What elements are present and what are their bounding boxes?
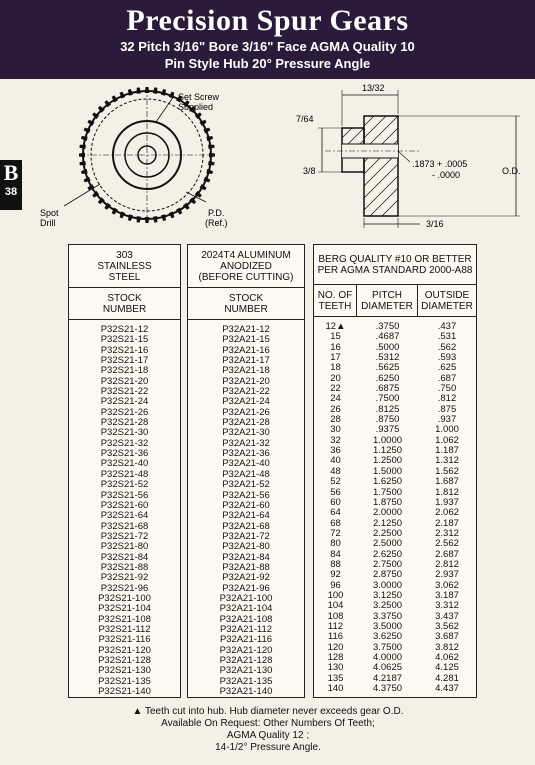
- teeth-cell: 112: [327, 620, 344, 632]
- stock-number-cell: P32A21-28: [222, 417, 270, 429]
- drill-label: Drill: [40, 218, 56, 228]
- stock-number-cell: P32S21-28: [100, 417, 149, 429]
- outside-diameter-cell: 1.312: [435, 455, 459, 467]
- teeth-cell: 32: [330, 434, 341, 446]
- stock-number-cell: P32A21-116: [219, 634, 273, 646]
- teeth-cell: 22: [330, 383, 341, 395]
- stock-number-cell: P32S21-128: [98, 655, 151, 666]
- outside-diameter-cell: 3.812: [435, 641, 459, 653]
- pitch-diameter-cell: 3.2500: [372, 600, 403, 612]
- stock-number-cell: P32A21-108: [219, 613, 273, 625]
- outside-diameter-cell: .937: [437, 414, 457, 426]
- dim-3-16: 3/16: [426, 219, 444, 229]
- od-column-header: [418, 285, 476, 316]
- outside-diameter-cell: 2.937: [435, 569, 459, 581]
- gear-section: [364, 116, 398, 216]
- spec-line-2: Pin Style Hub 20° Pressure Angle: [164, 56, 371, 71]
- od-label: O.D.: [502, 166, 521, 176]
- stock-number-cell: P32S21-22: [100, 386, 149, 398]
- stock-number-cell: P32A21-52: [222, 479, 270, 491]
- teeth-cell: 40: [330, 455, 341, 467]
- pitch-diameter-cell: 2.2500: [372, 527, 403, 539]
- outside-diameter-cell: 3.562: [435, 620, 459, 632]
- stock-number-cell: P32A21-130: [219, 665, 273, 677]
- pitch-column-header: [357, 285, 418, 316]
- column-header-line-1: STOCK: [228, 293, 264, 304]
- pitch-diameter-cell: .5625: [375, 362, 400, 374]
- pitch-diameter-cell: 2.6250: [372, 548, 403, 560]
- teeth-cell: 108: [327, 610, 344, 622]
- pitch-diameter-cell: 3.6250: [372, 631, 403, 643]
- bore-leader: [398, 151, 410, 162]
- material-line-3: STEEL: [108, 272, 141, 283]
- material-line-1: 2024T4 ALUMINUM: [201, 250, 291, 261]
- stock-number-cell: P32S21-64: [100, 510, 149, 522]
- pitch-diameter-cell: 3.3750: [372, 610, 403, 622]
- specs-header-line-2: PER AGMA STANDARD 2000-A88: [317, 265, 473, 276]
- specs-column-headers: [314, 285, 476, 317]
- od-header-line-1: OUTSIDE: [424, 290, 470, 301]
- stainless-stock-numbers: [69, 320, 180, 697]
- teeth-cell: 92: [330, 569, 341, 581]
- pitch-header-line-1: PITCH: [372, 290, 402, 301]
- teeth-cell: 28: [330, 414, 341, 426]
- supplied-label: Supplied: [178, 102, 214, 112]
- stock-number-cell: P32A21-17: [222, 355, 270, 367]
- outside-diameter-cell: 2.687: [435, 548, 459, 560]
- teeth-header-line-2: TEETH: [318, 301, 352, 312]
- specs-header-line-1: BERG QUALITY #10 OR BETTER: [318, 254, 472, 265]
- teeth-values: [314, 322, 357, 694]
- stock-number-cell: P32A21-104: [219, 603, 273, 615]
- stock-number-cell: P32S21-60: [100, 499, 149, 511]
- pitch-diameter-cell: 1.6250: [372, 476, 403, 488]
- stock-number-cell: P32A21-100: [219, 592, 273, 604]
- stock-number-cell: P32A21-88: [222, 561, 270, 573]
- teeth-cell: 88: [330, 558, 341, 570]
- teeth-cell: 104: [327, 600, 344, 612]
- aluminum-stock-numbers: [188, 320, 304, 697]
- aluminum-column-header: [188, 288, 304, 320]
- teeth-cell: 16: [330, 341, 341, 353]
- outside-diameter-cell: 1.687: [435, 476, 459, 488]
- stock-number-cell: P32A21-56: [222, 489, 270, 501]
- stock-number-cell: P32S21-40: [100, 458, 149, 470]
- pitch-diameter-cell: 1.1250: [372, 445, 403, 457]
- spot-label: Spot: [40, 208, 59, 218]
- teeth-cell: 15: [330, 331, 341, 343]
- stock-number-cell: P32A21-120: [219, 644, 273, 656]
- stock-number-cell: P32A21-24: [222, 396, 270, 408]
- outside-diameter-cell: 1.812: [435, 486, 459, 498]
- outside-diameter-cell: 2.312: [435, 527, 459, 539]
- stock-number-cell: P32S21-135: [98, 675, 151, 687]
- teeth-cell: 26: [330, 403, 341, 415]
- stock-number-cell: P32S21-20: [100, 375, 149, 387]
- outside-diameter-cell: 3.062: [435, 579, 459, 591]
- pitch-diameter-cell: 1.5000: [372, 465, 403, 477]
- pitch-diameter-cell: 1.2500: [372, 455, 403, 467]
- stock-number-cell: P32A21-16: [222, 344, 270, 356]
- stock-number-cell: P32S21-26: [100, 406, 149, 418]
- stock-number-cell: P32S21-130: [98, 665, 151, 677]
- stock-number-cell: P32S21-68: [100, 520, 149, 532]
- section-letter: B: [3, 160, 19, 185]
- column-header-line-2: NUMBER: [224, 304, 268, 315]
- pitch-diameter-cell: .5312: [375, 352, 400, 364]
- teeth-cell: 140: [327, 683, 344, 695]
- outside-diameter-cell: 1.562: [435, 465, 459, 477]
- dim-3-8: 3/8: [303, 166, 316, 176]
- outside-diameter-cell: .687: [437, 372, 457, 384]
- pitch-diameter-cell: .6250: [375, 372, 400, 384]
- stock-number-cell: P32A21-26: [222, 406, 270, 418]
- outside-diameter-cell: 3.437: [435, 610, 459, 622]
- outside-diameter-cell: 1.000: [435, 424, 459, 436]
- spec-line-1: 32 Pitch 3/16" Bore 3/16" Face AGMA Quality 10: [120, 39, 415, 54]
- stock-number-cell: P32S21-17: [100, 355, 149, 367]
- teeth-cell: 84: [330, 548, 341, 560]
- teeth-cell: 96: [330, 579, 341, 591]
- bore-tolerance-1: .1873 + .0005: [412, 159, 468, 169]
- teeth-cell: 100: [327, 589, 344, 601]
- pitch-diameter-cell: .7500: [375, 393, 400, 405]
- column-header-line-2: NUMBER: [102, 304, 147, 315]
- pitch-diameter-cell: 4.3750: [372, 683, 403, 695]
- teeth-cell: 68: [330, 517, 341, 529]
- stock-number-cell: P32A21-30: [222, 427, 270, 439]
- footnote-line-1: ▲ Teeth cut into hub. Hub diameter never exceeds gear O.D.: [132, 706, 404, 717]
- outside-diameter-cell: .875: [437, 403, 457, 415]
- column-header-line-1: STOCK: [107, 293, 142, 304]
- aluminum-material-header: [188, 245, 304, 288]
- stock-number-cell: P32A21-84: [222, 551, 270, 563]
- stock-number-cell: P32S21-36: [100, 448, 149, 460]
- teeth-cell: 56: [330, 486, 341, 498]
- stock-number-cell: P32A21-32: [222, 437, 270, 449]
- material-line-2: ANODIZED: [220, 261, 272, 272]
- teeth-cell: 36: [330, 445, 341, 457]
- stock-number-cell: P32A21-80: [222, 541, 270, 553]
- footnote: [118, 706, 418, 754]
- pitch-diameter-cell: .5000: [375, 341, 400, 353]
- outside-diameter-cell: 2.187: [435, 517, 459, 529]
- pitch-diameter-cell: 3.5000: [372, 620, 403, 632]
- stock-number-cell: P32S21-72: [100, 530, 149, 542]
- specs-header: [314, 245, 476, 285]
- stock-number-cell: P32S21-116: [98, 634, 151, 646]
- set-screw-label: Set Screw: [178, 92, 220, 102]
- pitch-diameter-cell: .8125: [375, 403, 400, 415]
- stainless-material-header: [69, 245, 180, 288]
- stock-number-cell: P32A21-112: [219, 623, 273, 635]
- outside-diameter-cell: .812: [437, 393, 457, 405]
- outside-diameter-cell: 2.562: [435, 538, 459, 550]
- teeth-cell: 130: [327, 662, 344, 674]
- stock-number-cell: P32S21-18: [100, 365, 149, 377]
- outside-diameter-cell: .625: [437, 362, 457, 374]
- outside-diameter-cell: .750: [437, 383, 457, 395]
- teeth-cell: 20: [330, 372, 341, 384]
- pitch-diameter-cell: 2.8750: [372, 569, 403, 581]
- teeth-cell: 17: [330, 352, 341, 364]
- dim-13-32: 13/32: [362, 83, 385, 93]
- page-title: Precision Spur Gears: [126, 4, 409, 37]
- stock-number-cell: P32S21-30: [100, 427, 149, 439]
- material-line-3: (BEFORE CUTTING): [198, 272, 294, 283]
- stock-number-cell: P32S21-88: [100, 561, 149, 573]
- teeth-cell: 24: [330, 393, 341, 405]
- stock-number-cell: P32S21-48: [100, 468, 149, 480]
- outside-diameter-cell: 3.187: [435, 589, 459, 601]
- pitch-diameter-cell: 4.2187: [372, 672, 403, 684]
- stock-number-cell: P32S21-140: [98, 686, 151, 698]
- outside-diameter-cell: 4.125: [435, 662, 459, 674]
- stock-number-cell: P32A21-18: [222, 365, 270, 377]
- pitch-diameter-cell: 3.7500: [372, 641, 403, 653]
- teeth-cell: 18: [330, 362, 341, 374]
- pitch-diameter-values: [357, 322, 418, 694]
- stock-number-cell: P32A21-12: [222, 324, 270, 335]
- outside-diameter-cell: .437: [437, 321, 457, 332]
- stock-number-cell: P32S21-108: [98, 613, 151, 625]
- bore-tolerance-2: - .0000: [432, 170, 461, 180]
- ref-label: (Ref.): [205, 218, 228, 228]
- stock-number-cell: P32A21-48: [222, 468, 270, 480]
- stock-number-cell: P32A21-64: [222, 510, 270, 522]
- outside-diameter-cell: 4.437: [435, 683, 459, 695]
- stock-number-cell: P32A21-92: [222, 572, 270, 584]
- pitch-diameter-cell: 4.0625: [372, 662, 403, 674]
- stock-number-cell: P32A21-140: [219, 686, 273, 698]
- section-hatch: [342, 116, 398, 216]
- teeth-cell: 52: [330, 476, 341, 488]
- pitch-diameter-cell: 3.1250: [372, 589, 403, 601]
- stock-number-cell: P32S21-120: [98, 644, 151, 656]
- footnote-line-4: 14-1/2° Pressure Angle.: [215, 742, 321, 753]
- pitch-diameter-cell: .3750: [375, 321, 400, 332]
- pitch-diameter-cell: 1.7500: [372, 486, 403, 498]
- stock-number-cell: P32A21-128: [219, 655, 273, 666]
- stock-number-cell: P32S21-12: [100, 324, 149, 335]
- outside-diameter-cell: 1.062: [435, 434, 459, 446]
- material-line-1: 303: [116, 250, 133, 261]
- teeth-cell: 120: [327, 641, 344, 653]
- teeth-cell: 60: [330, 496, 341, 508]
- pitch-diameter-cell: 1.8750: [372, 496, 403, 508]
- stock-number-cell: P32S21-56: [100, 489, 149, 501]
- pitch-diameter-cell: .8750: [375, 414, 400, 426]
- teeth-cell: 30: [330, 424, 341, 436]
- stock-number-cell: P32S21-52: [100, 479, 149, 491]
- stock-number-cell: P32S21-24: [100, 396, 149, 408]
- teeth-header-line-1: NO. OF: [317, 290, 353, 301]
- outside-diameter-cell: 1.937: [435, 496, 459, 508]
- stock-number-cell: P32S21-15: [100, 334, 149, 346]
- outside-diameter-cell: 1.187: [435, 445, 459, 457]
- teeth-cell: 12▲: [325, 321, 346, 332]
- teeth-cell: 48: [330, 465, 341, 477]
- outside-diameter-cell: 2.062: [435, 507, 459, 519]
- teeth-cell: 80: [330, 538, 341, 550]
- stock-number-cell: P32A21-96: [222, 582, 270, 594]
- outside-diameter-cell: .562: [437, 341, 457, 353]
- teeth-column-header: [314, 285, 357, 316]
- od-header-line-2: DIAMETER: [421, 301, 473, 312]
- outside-diameter-cell: 4.062: [435, 652, 459, 663]
- pd-label: P.D.: [208, 208, 225, 218]
- pitch-diameter-cell: 4.0000: [372, 652, 403, 663]
- dim-7-64: 7/64: [296, 114, 314, 124]
- footnote-line-3: AGMA Quality 12 ;: [226, 730, 310, 741]
- stock-number-cell: P32A21-72: [222, 530, 270, 542]
- pitch-diameter-cell: 2.1250: [372, 517, 403, 529]
- stock-number-cell: P32A21-15: [222, 334, 270, 346]
- stock-number-cell: P32A21-22: [222, 386, 270, 398]
- pitch-diameter-cell: .9375: [375, 424, 400, 436]
- pitch-diameter-cell: 2.5000: [372, 538, 403, 550]
- stainless-table: [68, 244, 181, 698]
- section-page: 38: [4, 186, 18, 198]
- specs-table: [313, 244, 477, 698]
- teeth-cell: 64: [330, 507, 341, 519]
- gear-diagram: [0, 82, 535, 242]
- outside-diameter-cell: .531: [437, 331, 457, 343]
- page-header: [0, 0, 535, 79]
- stock-number-cell: P32S21-84: [100, 551, 149, 563]
- stock-number-cell: P32S21-16: [100, 344, 149, 356]
- teeth-cell: 135: [327, 672, 344, 684]
- pitch-diameter-cell: .6875: [375, 383, 400, 395]
- stock-number-cell: P32S21-104: [98, 603, 151, 615]
- footnote-line-2: Available On Request: Other Numbers Of Teeth;: [161, 718, 375, 729]
- material-line-2: STAINLESS: [97, 261, 152, 272]
- pitch-diameter-cell: 3.0000: [372, 579, 403, 591]
- stock-number-cell: P32A21-68: [222, 520, 270, 532]
- outside-diameter-cell: .593: [437, 352, 457, 364]
- pitch-diameter-cell: 1.0000: [372, 434, 403, 446]
- outside-diameter-cell: 2.812: [435, 558, 459, 570]
- outside-diameter-cell: 4.281: [435, 672, 459, 684]
- stock-number-cell: P32S21-92: [100, 572, 149, 584]
- stainless-column-header: [69, 288, 180, 320]
- stock-number-cell: P32S21-112: [98, 623, 151, 635]
- outside-diameter-cell: 3.312: [435, 600, 459, 612]
- stock-number-cell: P32A21-40: [222, 458, 270, 470]
- pitch-header-line-2: DIAMETER: [361, 301, 413, 312]
- teeth-cell: 72: [330, 527, 341, 539]
- pitch-diameter-cell: .4687: [375, 331, 400, 343]
- pitch-diameter-cell: 2.0000: [372, 507, 403, 519]
- aluminum-table: [187, 244, 305, 698]
- outside-diameter-values: [418, 322, 476, 694]
- outside-diameter-cell: 3.687: [435, 631, 459, 643]
- stock-number-cell: P32S21-96: [100, 582, 149, 594]
- stock-number-cell: P32S21-32: [100, 437, 149, 449]
- stock-number-cell: P32S21-100: [98, 592, 151, 604]
- stock-number-cell: P32A21-36: [222, 448, 270, 460]
- stock-number-cell: P32A21-60: [222, 499, 270, 511]
- stock-number-cell: P32A21-135: [219, 675, 273, 687]
- teeth-cell: 116: [327, 631, 344, 643]
- stock-number-cell: P32S21-80: [100, 541, 149, 553]
- stock-number-cell: P32A21-20: [222, 375, 270, 387]
- specs-body: [314, 317, 476, 694]
- teeth-cell: 128: [327, 652, 344, 663]
- pitch-diameter-cell: 2.7500: [372, 558, 403, 570]
